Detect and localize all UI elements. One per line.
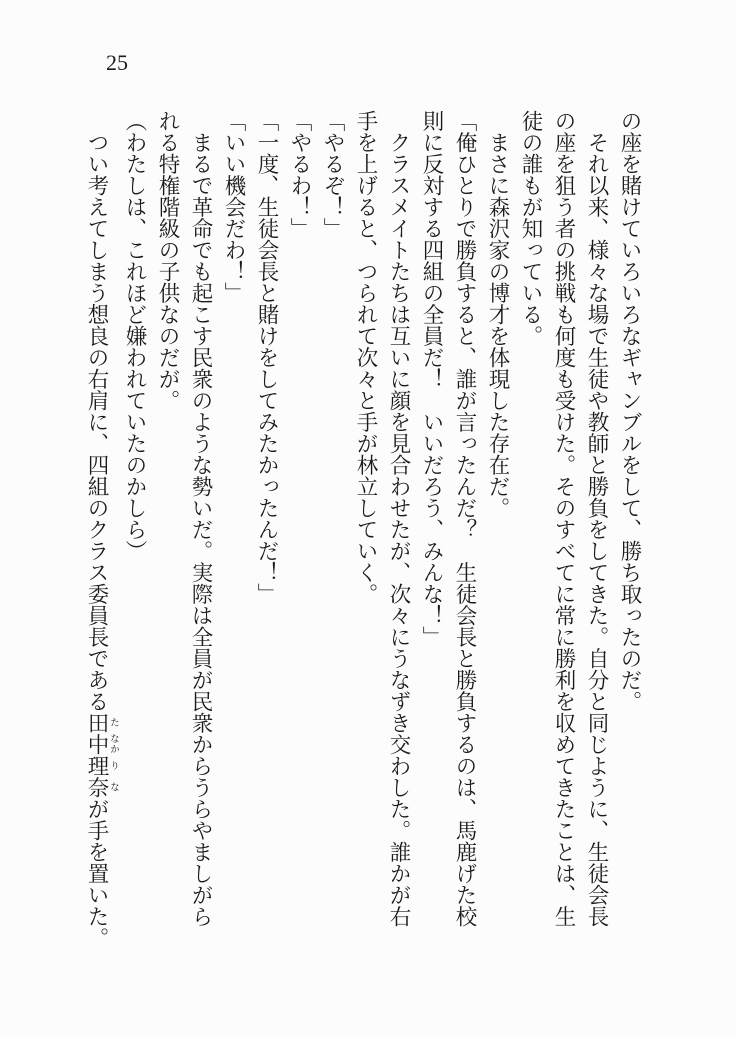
text-line: 手を上げると、つられて次々と手が林立していく。 — [354, 110, 378, 605]
text-line: の座を賭けていろいろなギャンブルをして、勝ち取ったのだ。 — [618, 110, 642, 712]
ruby-annotated-name: 田 た中 なか理 り奈 な — [85, 712, 118, 798]
text-line: の座を狙う者の挑戦も何度も受けた。そのすべてに常に勝利を収めてきたことは、生 — [552, 110, 576, 927]
page-number: 25 — [106, 50, 128, 75]
text-line: つい考えてしまう想良の右肩に、四組のクラス委員長である田 た中 なか理 り奈 なが手を置いた。 — [85, 110, 118, 949]
text-line: （わたしは、これほど嫌われていたのかしら） — [123, 110, 147, 562]
text-line: 「いい機会だわ！」 — [222, 110, 246, 304]
vertical-text-block — [80, 110, 646, 949]
text-line: 「一度、生徒会長と賭けをしてみたかったんだ！」 — [255, 110, 279, 605]
text-line: れる特権階級の子供なのだが。 — [156, 110, 180, 411]
text-line: 徒の誰もが知っている。 — [519, 110, 543, 347]
text-line: 「やるぞ！」 — [321, 110, 345, 239]
text-line: 則に反対する四組の全員だ！ いいだろう、みんな！」 — [420, 110, 444, 648]
text-line: 「俺ひとりで勝負すると、誰が言ったんだ？ 生徒会長と勝負するのは、馬鹿げた校 — [453, 110, 477, 927]
text-line: 「やるわ！」 — [288, 110, 312, 239]
text-line: まさに森沢家の博才を体現した存在だ。 — [486, 110, 510, 519]
text-line: まるで革命でも起こす民衆のような勢いだ。実際は全員が民衆からうらやましがら — [189, 110, 213, 927]
text-line: クラスメイトたちは互いに顔を見合わせたが、次々にうなずき交わした。誰かが右 — [387, 110, 411, 927]
text-line: それ以来、様々な場で生徒や教師と勝負をしてきた。自分と同じように、生徒会長 — [585, 110, 609, 927]
